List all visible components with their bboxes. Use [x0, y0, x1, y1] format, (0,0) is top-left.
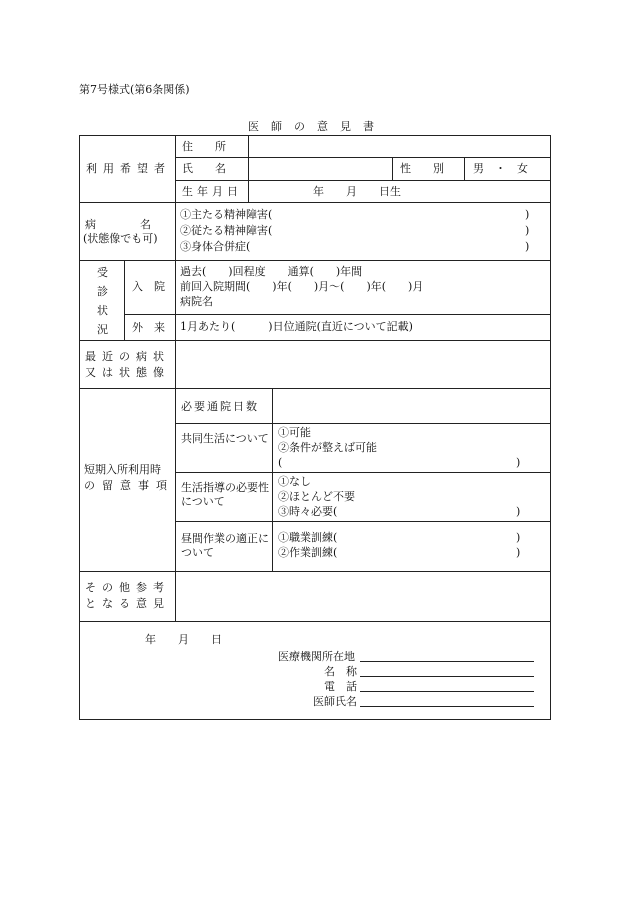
- visits-label-char: 診: [97, 285, 108, 298]
- visits-label-char: 受: [97, 266, 108, 279]
- institution-address-label: 医療機関所在地: [278, 650, 355, 663]
- close-paren: ): [525, 208, 530, 221]
- visits-label-char: 状: [97, 304, 108, 317]
- dob-label: 生年月日: [182, 185, 242, 198]
- short-stay-label-line-1: 短期入所利用時: [84, 463, 161, 476]
- disease-label: 病 名: [85, 218, 151, 231]
- recent-label-line-2: 又は状態像: [85, 366, 170, 379]
- communal-option-2[interactable]: ②条件が整えば可能: [278, 441, 377, 454]
- outpatient-label: 外 来: [132, 321, 165, 334]
- address-label: 住 所: [182, 140, 226, 153]
- guidance-option-2[interactable]: ②ほとんど不要: [278, 490, 355, 503]
- institution-name-line[interactable]: [360, 666, 534, 677]
- visits-label-char: 況: [97, 323, 108, 336]
- outpatient-days-field[interactable]: [276, 391, 546, 421]
- other-label-line-2: となる意見: [85, 597, 170, 610]
- close-paren: ): [516, 546, 521, 559]
- sex-label: 性 別: [400, 162, 444, 175]
- institution-name-label: 名 称: [324, 665, 357, 678]
- signature-date[interactable]: 年 月 日: [145, 633, 222, 646]
- inpatient-line-3[interactable]: 病院名: [180, 295, 213, 308]
- disease-sublabel: (状態像でも可): [83, 232, 158, 245]
- dob-value[interactable]: 年 月 日生: [313, 185, 401, 198]
- close-paren: ): [516, 531, 521, 544]
- inpatient-line-2[interactable]: 前回入院期間( )年( )月～( )年( )月: [180, 280, 424, 293]
- name-label: 氏 名: [182, 162, 226, 175]
- daytime-work-label: 昼間作業の適正について: [181, 532, 269, 559]
- phone-label: 電 話: [324, 680, 357, 693]
- sex-options[interactable]: 男 ・ 女: [473, 162, 528, 175]
- disease-physical[interactable]: ③身体合併症(: [180, 240, 251, 253]
- institution-address-line[interactable]: [360, 651, 534, 662]
- disease-primary[interactable]: ①主たる精神障害(: [180, 208, 273, 221]
- inpatient-line-1[interactable]: 過去( )回程度 通算( )年間: [180, 265, 363, 278]
- work-option-2[interactable]: ②作業訓練(: [278, 546, 338, 559]
- applicant-label: 利用希望者: [86, 162, 171, 175]
- life-guidance-label: 生活指導の必要性について: [181, 481, 269, 508]
- outpatient-text[interactable]: 1月あたり( )日位通院(直近について記載): [180, 320, 413, 333]
- other-opinion-field[interactable]: [179, 574, 547, 618]
- document-title: 医 師 の 意 見 書: [248, 120, 375, 133]
- address-field[interactable]: [252, 137, 546, 156]
- guidance-option-1[interactable]: ①なし: [278, 475, 311, 488]
- close-paren: ): [525, 224, 530, 237]
- doctor-name-label: 医師氏名: [313, 695, 357, 708]
- guidance-option-3[interactable]: ③時々必要(: [278, 505, 338, 518]
- form-reference: 第7号様式(第6条関係): [79, 83, 190, 96]
- other-label-line-1: その他参考: [85, 581, 170, 594]
- communal-option-3[interactable]: (: [278, 456, 283, 469]
- close-paren: ): [516, 456, 521, 469]
- close-paren: ): [525, 240, 530, 253]
- recent-condition-field[interactable]: [179, 343, 547, 385]
- doctor-name-line[interactable]: [360, 696, 534, 707]
- recent-label-line-1: 最近の病状: [85, 350, 170, 363]
- disease-secondary[interactable]: ②従たる精神障害(: [180, 224, 273, 237]
- outpatient-days-label: 必要通院日数: [181, 400, 259, 413]
- short-stay-label-line-2: の留意事項: [84, 479, 174, 492]
- name-field[interactable]: [252, 159, 389, 178]
- close-paren: ): [516, 505, 521, 518]
- inpatient-label: 入 院: [132, 280, 165, 293]
- communal-option-1[interactable]: ①可能: [278, 426, 311, 439]
- work-option-1[interactable]: ①職業訓練(: [278, 531, 338, 544]
- phone-line[interactable]: [360, 681, 534, 692]
- communal-living-label: 共同生活について: [181, 432, 269, 445]
